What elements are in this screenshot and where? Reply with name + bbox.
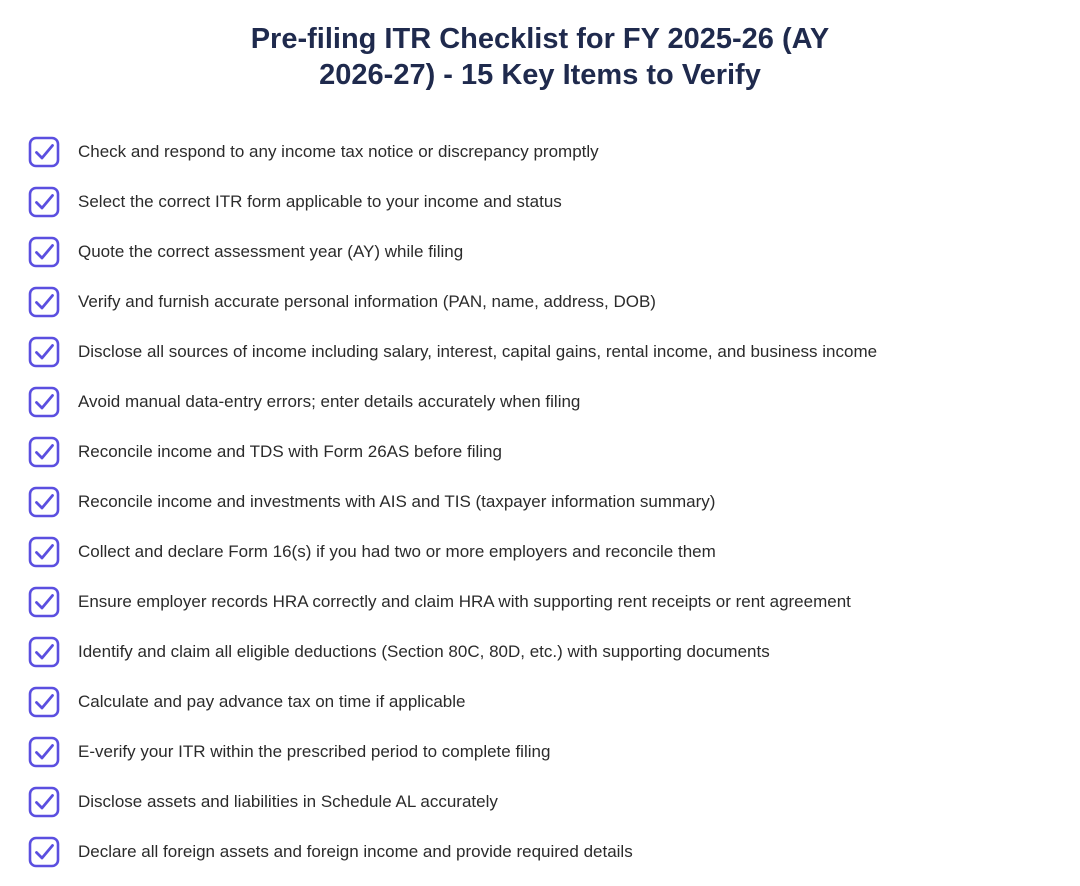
checklist-item-label: Calculate and pay advance tax on time if applicable bbox=[78, 692, 466, 711]
checklist-item bbox=[28, 536, 877, 586]
checked-box-icon[interactable] bbox=[28, 136, 60, 168]
checklist-item-label: Quote the correct assessment year (AY) while filing bbox=[78, 242, 464, 261]
checklist-item bbox=[28, 686, 877, 736]
checked-box-icon[interactable] bbox=[28, 636, 60, 668]
page-title bbox=[0, 21, 1080, 93]
checklist-item-label: Identify and claim all eligible deductions (Section 80C, 80D, etc.) with supporting documents bbox=[78, 642, 770, 661]
checklist-item-label: E-verify your ITR within the prescribed period to complete filing bbox=[78, 742, 551, 761]
checklist-item bbox=[28, 636, 877, 686]
checklist-item bbox=[28, 836, 877, 886]
checklist-item bbox=[28, 286, 877, 336]
checklist-item bbox=[28, 386, 877, 436]
checked-box-icon[interactable] bbox=[28, 286, 60, 318]
checklist-item-label: Reconcile income and TDS with Form 26AS before filing bbox=[78, 442, 502, 461]
checklist-item-label: Declare all foreign assets and foreign income and provide required details bbox=[78, 842, 633, 861]
checklist-item-label: Disclose assets and liabilities in Schedule AL accurately bbox=[78, 792, 498, 811]
checked-box-icon[interactable] bbox=[28, 836, 60, 868]
checklist-item bbox=[28, 336, 877, 386]
checklist-item-label: Disclose all sources of income including salary, interest, capital gains, rental income, and business income bbox=[78, 342, 878, 361]
checklist-item-label: Check and respond to any income tax notice or discrepancy promptly bbox=[78, 142, 599, 161]
checked-box-icon[interactable] bbox=[28, 436, 60, 468]
checklist-item bbox=[28, 786, 877, 836]
checklist-item bbox=[28, 736, 877, 786]
checked-box-icon[interactable] bbox=[28, 386, 60, 418]
checklist-item-label: Collect and declare Form 16(s) if you had two or more employers and reconcile them bbox=[78, 542, 716, 561]
checklist-item-label: Select the correct ITR form applicable to your income and status bbox=[78, 192, 562, 211]
checklist-item bbox=[28, 136, 877, 186]
checked-box-icon[interactable] bbox=[28, 686, 60, 718]
checklist-item bbox=[28, 436, 877, 486]
checked-box-icon[interactable] bbox=[28, 536, 60, 568]
checked-box-icon[interactable] bbox=[28, 186, 60, 218]
checklist-item bbox=[28, 186, 877, 236]
checked-box-icon[interactable] bbox=[28, 486, 60, 518]
checklist-item-label: Ensure employer records HRA correctly and claim HRA with supporting rent receipts or rent agreement bbox=[78, 592, 851, 611]
checked-box-icon[interactable] bbox=[28, 786, 60, 818]
checklist-item-label: Avoid manual data-entry errors; enter details accurately when filing bbox=[78, 392, 581, 411]
checklist bbox=[28, 136, 877, 886]
checked-box-icon[interactable] bbox=[28, 586, 60, 618]
checklist-item-label: Reconcile income and investments with AIS and TIS (taxpayer information summary) bbox=[78, 492, 716, 511]
checklist-item-label: Verify and furnish accurate personal information (PAN, name, address, DOB) bbox=[78, 292, 656, 311]
checklist-item bbox=[28, 236, 877, 286]
checklist-item bbox=[28, 586, 877, 636]
checklist-item bbox=[28, 486, 877, 536]
checked-box-icon[interactable] bbox=[28, 336, 60, 368]
checked-box-icon[interactable] bbox=[28, 236, 60, 268]
checked-box-icon[interactable] bbox=[28, 736, 60, 768]
page-title-line-2: 2026-27) - 15 Key Items to Verify bbox=[319, 59, 761, 91]
page-title-line-1: Pre-filing ITR Checklist for FY 2025-26 (AY bbox=[250, 23, 830, 55]
